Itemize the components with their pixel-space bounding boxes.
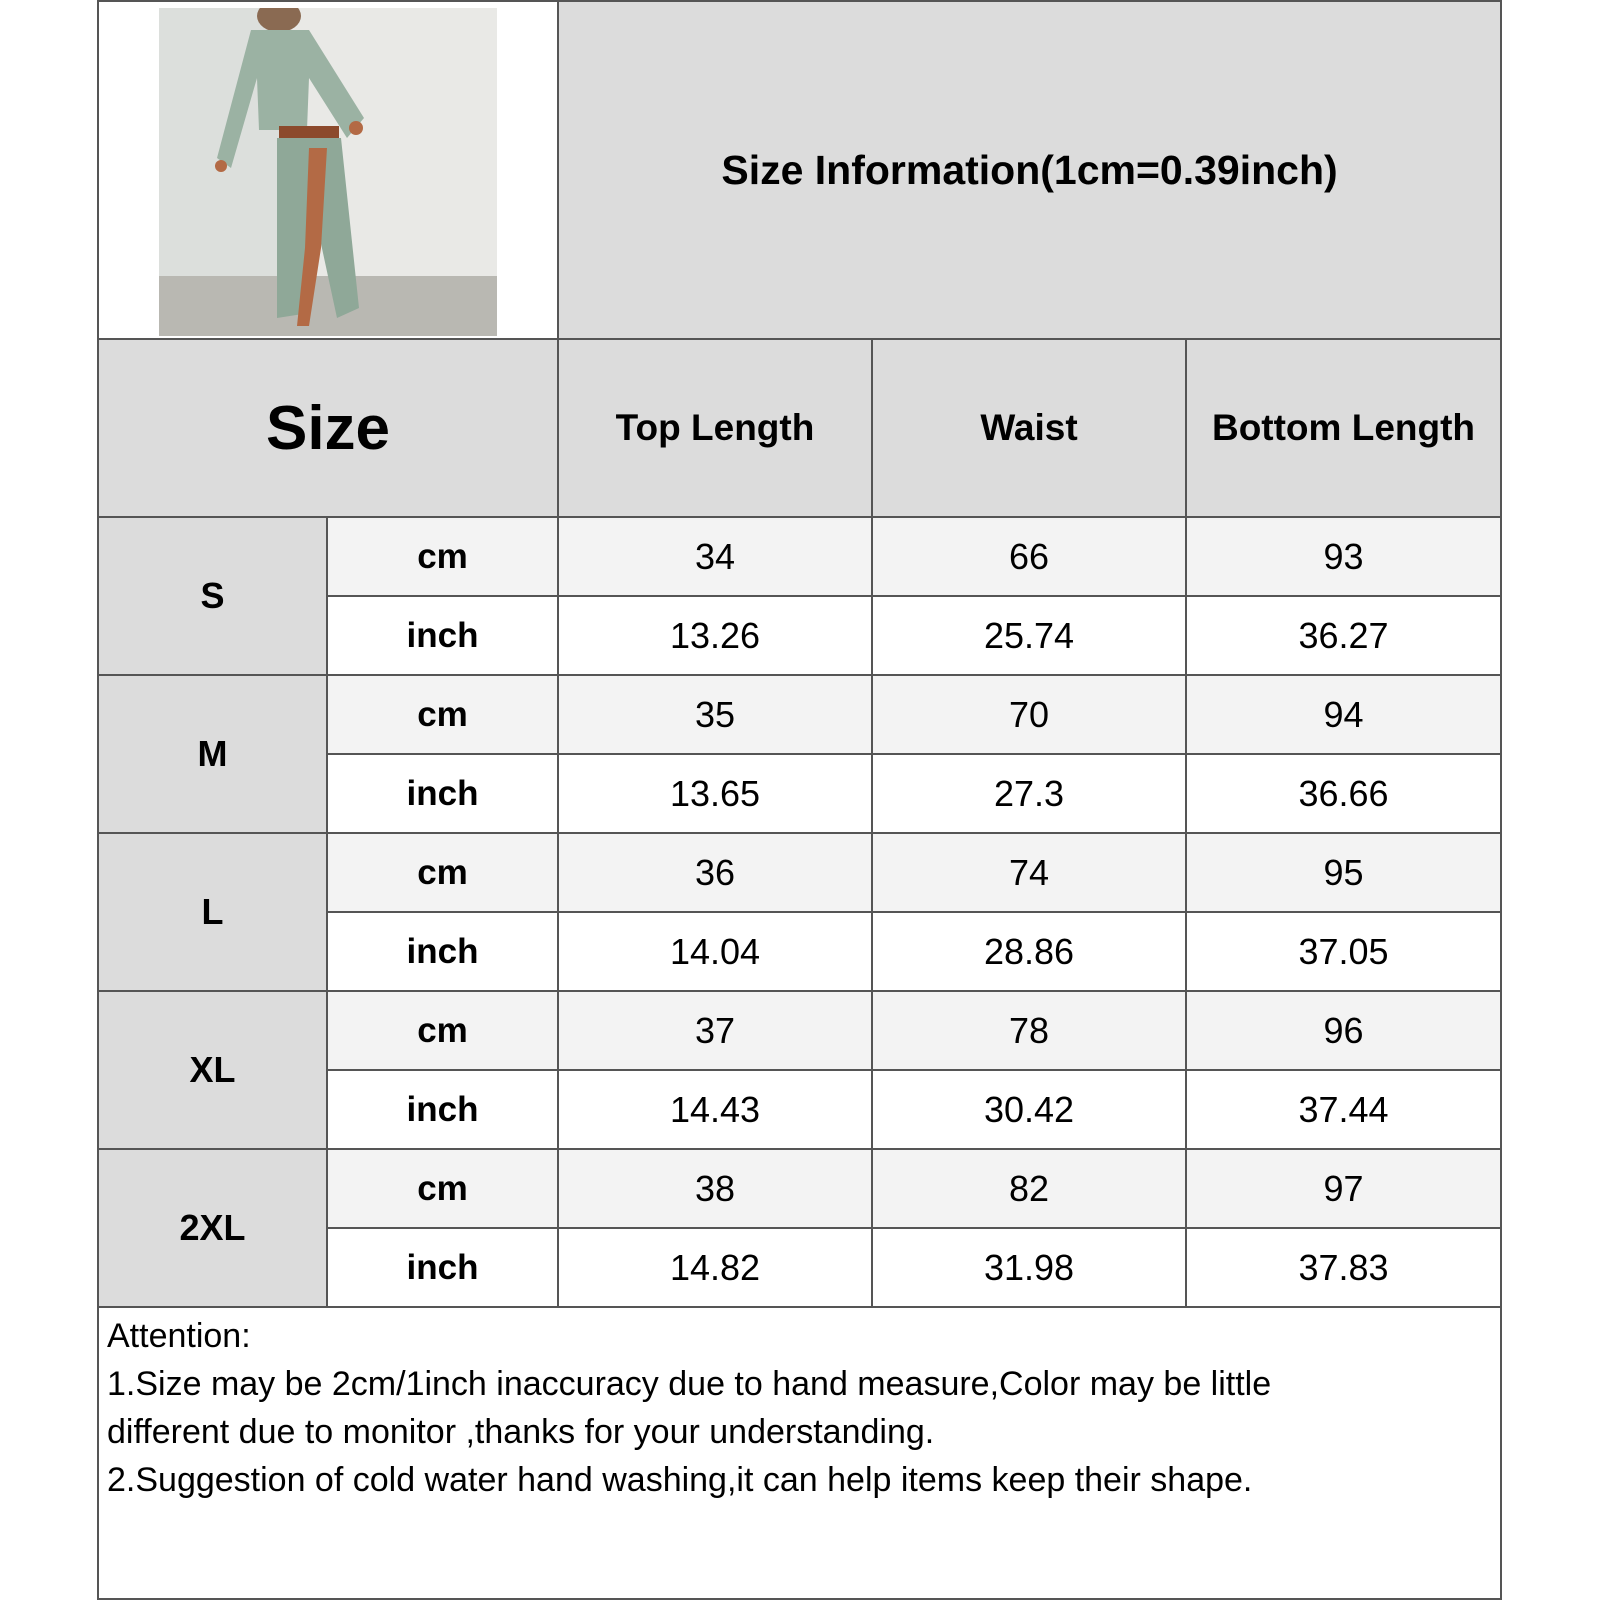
- measurement-cell: [1185, 1069, 1502, 1150]
- measurement-cell: [557, 753, 873, 834]
- unit-label: cm: [417, 694, 468, 734]
- unit-cell-inch: [326, 1069, 559, 1150]
- unit-label: cm: [417, 1010, 468, 1050]
- measurement-value: 13.65: [669, 772, 761, 814]
- measurement-value: 37.05: [1298, 930, 1389, 972]
- unit-cell-inch: [326, 1227, 559, 1308]
- measurement-cell: [871, 753, 1187, 834]
- top-length-header: Top Length: [615, 407, 815, 448]
- unit-cell-cm: [326, 1148, 559, 1229]
- measurement-cell: [557, 674, 873, 755]
- measurement-value: 38: [694, 1167, 736, 1209]
- measurement-cell: [557, 1148, 873, 1229]
- waist-header: Waist: [980, 407, 1078, 448]
- measurement-cell: [1185, 674, 1502, 755]
- measurement-value: 25.74: [983, 614, 1075, 656]
- size-info-title-cell: [557, 0, 1502, 340]
- measurement-value: 36.66: [1298, 772, 1389, 814]
- size-label-cell: [97, 674, 328, 834]
- measurement-value: 36.27: [1298, 614, 1389, 656]
- unit-cell-inch: [326, 911, 559, 992]
- size-label: XL: [189, 1049, 236, 1090]
- measurement-cell: [871, 1227, 1187, 1308]
- bottom-length-header-cell: [1185, 338, 1502, 518]
- size-label-cell: [97, 516, 328, 676]
- measurement-cell: [557, 911, 873, 992]
- measurement-value: 78: [1008, 1009, 1050, 1051]
- attention-notes: [97, 1306, 1502, 1600]
- measurement-cell: [871, 1148, 1187, 1229]
- measurement-value: 37: [694, 1009, 736, 1051]
- unit-label: inch: [406, 1247, 479, 1287]
- measurement-value: 30.42: [983, 1088, 1075, 1130]
- size-label-cell: [97, 1148, 328, 1308]
- note-line-2: different due to monitor ,thanks for your understanding.: [107, 1413, 935, 1451]
- measurement-value: 34: [694, 535, 736, 577]
- unit-label: inch: [406, 615, 479, 655]
- size-label: 2XL: [179, 1207, 246, 1248]
- measurement-cell: [1185, 1148, 1502, 1229]
- product-photo-cell: [97, 0, 559, 340]
- measurement-cell: [871, 595, 1187, 676]
- measurement-value: 95: [1323, 851, 1364, 893]
- measurement-cell: [1185, 753, 1502, 834]
- unit-cell-inch: [326, 753, 559, 834]
- size-label: S: [200, 575, 225, 616]
- measurement-cell: [1185, 911, 1502, 992]
- size-label: M: [197, 733, 228, 774]
- measurement-value: 28.86: [983, 930, 1075, 972]
- measurement-cell: [871, 990, 1187, 1071]
- unit-cell-cm: [326, 516, 559, 597]
- note-line-1: 1.Size may be 2cm/1inch inaccuracy due to hand measure,Color may be little: [107, 1365, 1272, 1403]
- measurement-cell: [1185, 595, 1502, 676]
- notes-heading: Attention:: [107, 1317, 251, 1355]
- unit-label: cm: [417, 536, 468, 576]
- unit-label: inch: [406, 773, 479, 813]
- measurement-value: 82: [1008, 1167, 1050, 1209]
- product-photo: [159, 8, 497, 336]
- measurement-value: 94: [1323, 693, 1364, 735]
- bottom-length-header: Bottom Length: [1211, 407, 1476, 448]
- unit-cell-inch: [326, 595, 559, 676]
- unit-cell-cm: [326, 832, 559, 913]
- measurement-value: 14.04: [669, 930, 761, 972]
- measurement-cell: [557, 990, 873, 1071]
- measurement-value: 36: [694, 851, 736, 893]
- measurement-value: 13.26: [669, 614, 761, 656]
- unit-cell-cm: [326, 674, 559, 755]
- measurement-cell: [1185, 990, 1502, 1071]
- measurement-value: 27.3: [993, 772, 1065, 814]
- measurement-cell: [871, 911, 1187, 992]
- measurement-value: 97: [1323, 1167, 1364, 1209]
- measurement-cell: [871, 516, 1187, 597]
- size-label-cell: [97, 832, 328, 992]
- measurement-value: 37.44: [1298, 1088, 1389, 1130]
- size-label-cell: [97, 990, 328, 1150]
- measurement-cell: [557, 1069, 873, 1150]
- note-line-3: 2.Suggestion of cold water hand washing,it can help items keep their shape.: [107, 1461, 1253, 1499]
- waist-header-cell: [871, 338, 1187, 518]
- measurement-value: 14.43: [669, 1088, 761, 1130]
- size-header: Size: [265, 393, 391, 463]
- measurement-cell: [871, 832, 1187, 913]
- size-header-cell: [97, 338, 559, 518]
- measurement-cell: [557, 832, 873, 913]
- measurement-cell: [557, 516, 873, 597]
- measurement-cell: [1185, 832, 1502, 913]
- measurement-cell: [557, 595, 873, 676]
- top-length-header-cell: [557, 338, 873, 518]
- measurement-value: 93: [1323, 535, 1364, 577]
- size-label: L: [201, 891, 224, 932]
- size-chart: [97, 0, 1502, 1600]
- measurement-value: 66: [1008, 535, 1050, 577]
- unit-label: cm: [417, 1168, 468, 1208]
- measurement-value: 35: [694, 693, 736, 735]
- measurement-value: 96: [1323, 1009, 1364, 1051]
- measurement-value: 70: [1008, 693, 1050, 735]
- measurement-cell: [1185, 516, 1502, 597]
- measurement-value: 37.83: [1298, 1246, 1389, 1288]
- unit-label: cm: [417, 852, 468, 892]
- measurement-cell: [1185, 1227, 1502, 1308]
- measurement-cell: [557, 1227, 873, 1308]
- unit-cell-cm: [326, 990, 559, 1071]
- measurement-value: 14.82: [669, 1246, 761, 1288]
- measurement-value: 31.98: [983, 1246, 1075, 1288]
- unit-label: inch: [406, 931, 479, 971]
- measurement-value: 74: [1008, 851, 1050, 893]
- unit-label: inch: [406, 1089, 479, 1129]
- page-title: Size Information(1cm=0.39inch): [721, 146, 1338, 193]
- model-photo-icon: [159, 8, 497, 336]
- measurement-cell: [871, 674, 1187, 755]
- measurement-cell: [871, 1069, 1187, 1150]
